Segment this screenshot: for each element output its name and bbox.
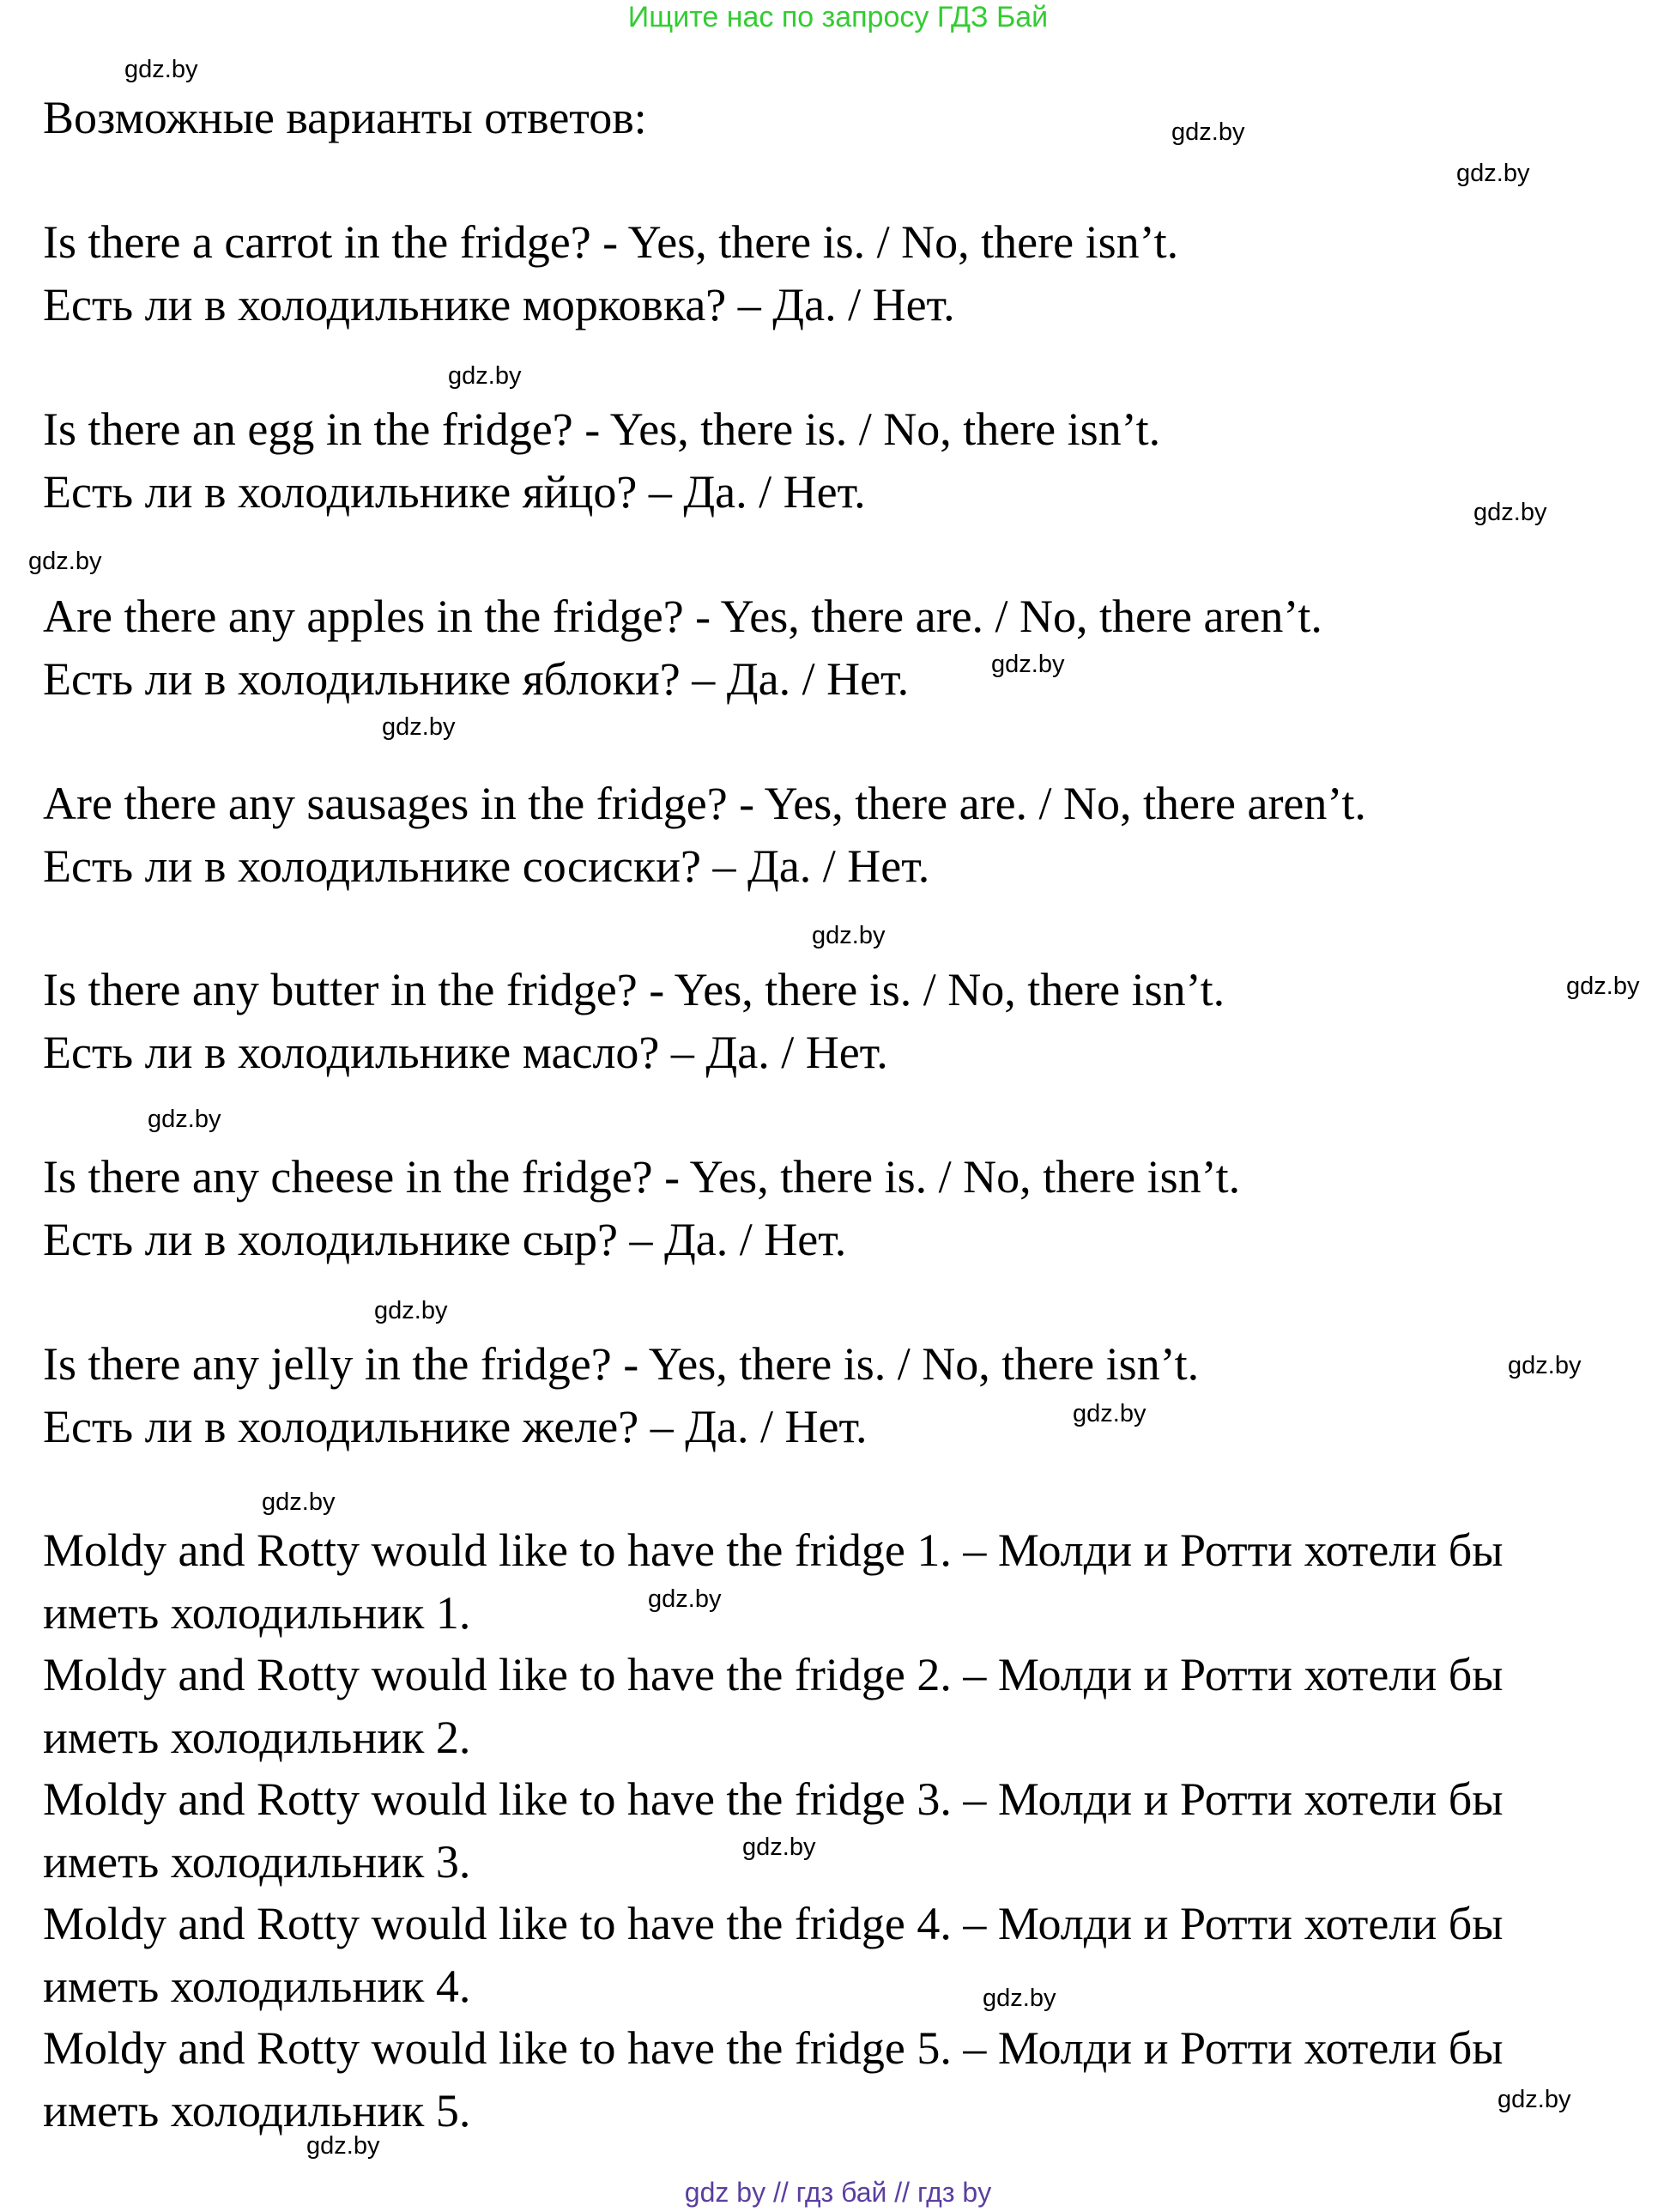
watermark: gdz.by bbox=[1473, 499, 1547, 526]
watermark: gdz.by bbox=[374, 1297, 448, 1324]
fridge-line: иметь холодильник 4. bbox=[43, 1960, 471, 2012]
watermark: gdz.by bbox=[742, 1833, 816, 1861]
qa-ru-line: Есть ли в холодильнике сосиски? – Да. / Нет. bbox=[43, 840, 930, 892]
watermark: gdz.by bbox=[983, 1985, 1056, 2012]
watermark: gdz.by bbox=[648, 1585, 722, 1613]
watermark: gdz.by bbox=[1508, 1352, 1582, 1379]
watermark: gdz.by bbox=[382, 713, 456, 741]
fridge-line: Moldy and Rotty would like to have the fridge 5. – Молди и Ротти хотели бы bbox=[43, 2022, 1504, 2074]
fridge-line: Moldy and Rotty would like to have the fridge 1. – Молди и Ротти хотели бы bbox=[43, 1524, 1504, 1576]
watermark: gdz.by bbox=[262, 1488, 336, 1516]
page-heading: Возможные варианты ответов: bbox=[43, 92, 647, 143]
qa-ru-line: Есть ли в холодильнике морковка? – Да. / Нет. bbox=[43, 279, 955, 330]
qa-en-line: Is there any jelly in the fridge? - Yes, there is. / No, there isn’t. bbox=[43, 1338, 1200, 1390]
fridge-line: иметь холодильник 5. bbox=[43, 2085, 471, 2136]
fridge-line: Moldy and Rotty would like to have the fridge 4. – Молди и Ротти хотели бы bbox=[43, 1898, 1504, 1949]
qa-en-line: Is there an egg in the fridge? - Yes, there is. / No, there isn’t. bbox=[43, 403, 1161, 455]
watermark: gdz.by bbox=[124, 56, 198, 83]
watermark: gdz.by bbox=[306, 2132, 380, 2160]
fridge-line: иметь холодильник 1. bbox=[43, 1587, 471, 1639]
fridge-line: иметь холодильник 3. bbox=[43, 1836, 471, 1888]
qa-ru-line: Есть ли в холодильнике яйцо? – Да. / Нет. bbox=[43, 466, 866, 518]
qa-ru-line: Есть ли в холодильнике масло? – Да. / Нет. bbox=[43, 1027, 888, 1078]
watermark: gdz.by bbox=[1456, 160, 1530, 187]
qa-en-line: Are there any sausages in the fridge? - Yes, there are. / No, there aren’t. bbox=[43, 778, 1366, 829]
qa-en-line: Is there any cheese in the fridge? - Yes, there is. / No, there isn’t. bbox=[43, 1151, 1241, 1203]
footer-links[interactable]: gdz by // гдз бай // гдз by bbox=[684, 2177, 992, 2208]
header-search-hint[interactable]: Ищите нас по запросу ГДЗ Бай bbox=[627, 1, 1049, 33]
fridge-line: Moldy and Rotty would like to have the fridge 2. – Молди и Ротти хотели бы bbox=[43, 1649, 1504, 1700]
watermark: gdz.by bbox=[1498, 2086, 1571, 2113]
qa-ru-line: Есть ли в холодильнике желе? – Да. / Нет. bbox=[43, 1401, 868, 1452]
watermark: gdz.by bbox=[448, 362, 522, 390]
qa-ru-line: Есть ли в холодильнике сыр? – Да. / Нет. bbox=[43, 1214, 847, 1265]
fridge-line: Moldy and Rotty would like to have the fridge 3. – Молди и Ротти хотели бы bbox=[43, 1773, 1504, 1825]
qa-en-line: Is there any butter in the fridge? - Yes, there is. / No, there isn’t. bbox=[43, 964, 1225, 1015]
watermark: gdz.by bbox=[1073, 1400, 1147, 1427]
watermark: gdz.by bbox=[991, 651, 1065, 678]
qa-en-line: Is there a carrot in the fridge? - Yes, there is. / No, there isn’t. bbox=[43, 216, 1179, 268]
watermark: gdz.by bbox=[1566, 973, 1640, 1000]
fridge-line: иметь холодильник 2. bbox=[43, 1712, 471, 1763]
qa-ru-line: Есть ли в холодильнике яблоки? – Да. / Нет. bbox=[43, 653, 910, 705]
watermark: gdz.by bbox=[148, 1106, 221, 1133]
qa-en-line: Are there any apples in the fridge? - Yes, there are. / No, there aren’t. bbox=[43, 591, 1322, 642]
watermark: gdz.by bbox=[812, 922, 886, 949]
watermark: gdz.by bbox=[1171, 118, 1245, 146]
watermark: gdz.by bbox=[28, 548, 102, 575]
